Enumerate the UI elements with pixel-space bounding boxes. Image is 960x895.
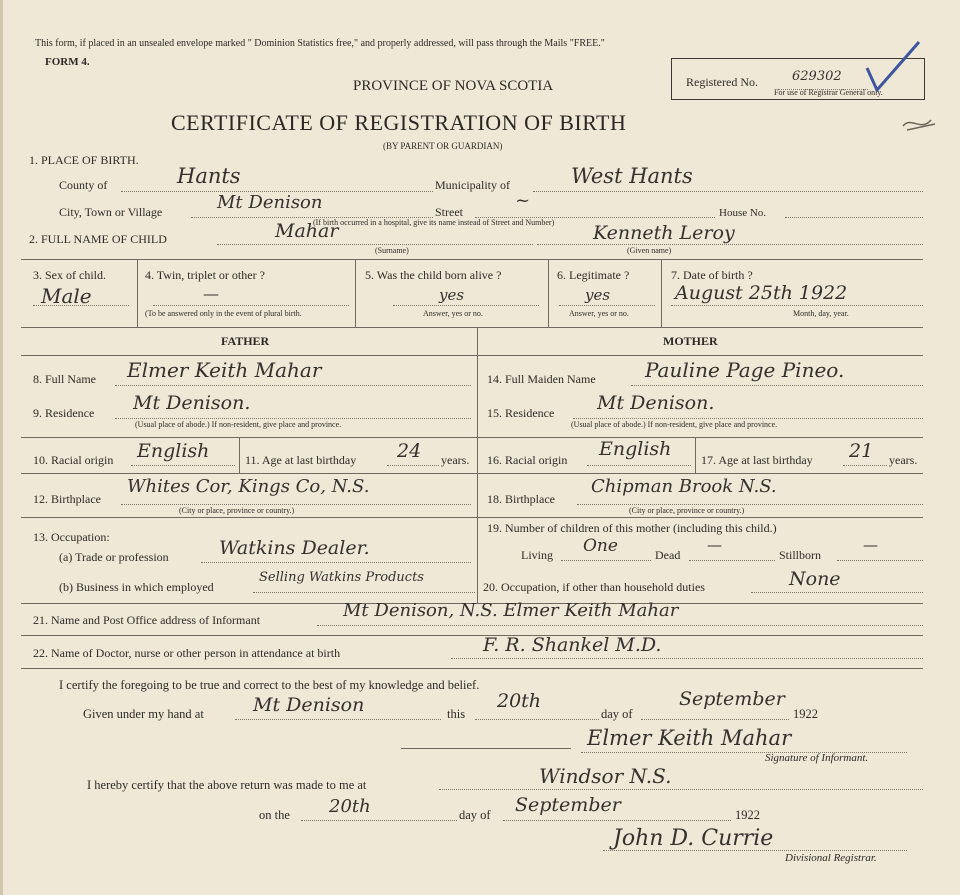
father-residence-note: (Usual place of abode.) If non-resident, give place and province. [135,420,342,429]
dead-line [689,560,775,561]
mother-age-divider [695,437,696,473]
return-place-value: Windsor N.S. [539,764,672,788]
mother-age-value: 21 [849,440,874,462]
rule-above-row-3 [21,259,923,260]
mother-heading: MOTHER [663,334,718,348]
mother-racial-label: 16. Racial origin [487,453,568,467]
legitimate-value: yes [585,286,611,304]
mother-racial-line [587,465,691,466]
father-birthplace-label: 12. Birthplace [33,492,101,506]
surname-caption: (Surname) [375,246,409,255]
dead-label: Dead [655,548,681,562]
registered-no-value: 629302 [792,69,842,84]
divider-4-5 [355,259,356,327]
rule-father-residence [21,437,477,438]
informant-line [317,625,923,626]
certify-statement: I certify the foregoing to be true and correct to the best of my knowledge and belief. [59,678,480,692]
trade-line [201,562,471,563]
return-day-line [301,820,457,821]
child-given-value: Kenneth Leroy [593,222,735,244]
informant-value: Mt Denison, N.S. Elmer Keith Mahar [343,600,679,621]
informant-label: 21. Name and Post Office address of Informant [33,613,261,627]
county-value: Hants [177,164,241,188]
father-name-value: Elmer Keith Mahar [127,358,322,382]
child-surname-line [217,244,533,245]
dob-label: 7. Date of birth ? [671,268,753,282]
informant-signature: Elmer Keith Mahar [587,726,792,750]
municipality-line [533,191,923,192]
registrar-caption: Divisional Registrar. [785,852,877,864]
twin-note: (To be answered only in the event of plural birth. [145,309,302,318]
living-label: Living [521,548,553,562]
hospital-note: (If birth occurred in a hospital, give its name instead of Street and Number) [313,218,555,227]
given-caption: (Given name) [627,246,672,255]
father-racial-label: 10. Racial origin [33,453,114,467]
father-birthplace-value: Whites Cor, Kings Co, N.S. [127,476,370,497]
given-label: Given under my hand at [83,707,204,721]
father-name-line [115,385,471,386]
rule-above-22 [21,635,923,636]
legitimate-note: Answer, yes or no. [569,309,629,318]
father-age-value: 24 [397,440,422,462]
given-month-value: September [679,688,785,710]
mother-occupation-line [751,592,923,593]
twin-line [153,305,349,306]
father-racial-value: English [137,440,210,462]
registered-no-label: Registered No. [686,75,758,89]
child-surname-value: Mahar [275,220,339,242]
mother-racial-value: English [599,438,672,460]
occupation-label: 13. Occupation: [33,530,110,544]
child-name-label: 2. FULL NAME OF CHILD [29,232,167,246]
mother-name-value: Pauline Page Pineo. [645,358,845,382]
dob-line [671,305,923,306]
business-label: (b) Business in which employed [59,580,214,594]
return-year-value: 1922 [735,808,760,822]
father-age-divider [239,437,240,473]
this-label: this [447,707,466,721]
sex-label: 3. Sex of child. [33,268,106,282]
trade-label: (a) Trade or profession [59,550,169,564]
municipality-label: Municipality of [435,178,510,192]
father-heading: FATHER [221,334,270,348]
father-years-label: years. [441,453,470,467]
sex-value: Male [41,284,92,308]
registrar-use-note: For use of Registrar General only. [774,88,883,97]
stamp-mark-icon [901,112,941,136]
parents-divider [477,327,478,603]
rule-below-22 [21,668,923,669]
father-racial-line [131,465,235,466]
rule-mother-residence [477,437,923,438]
dead-value: — [707,536,722,554]
province-heading: PROVINCE OF NOVA SCOTIA [353,78,554,94]
mother-birthplace-note: (City or place, province or country.) [629,506,745,515]
father-age-line [387,465,439,466]
city-label: City, Town or Village [59,205,163,219]
alive-label: 5. Was the child born alive ? [365,268,502,282]
city-value: Mt Denison [217,192,323,213]
registrar-signature-line [603,850,907,851]
legitimate-line [559,305,655,306]
return-day-of-label: day of [459,808,491,822]
rule-below-headings [21,355,923,356]
living-value: One [583,536,618,556]
mother-occupation-value: None [789,568,841,590]
father-residence-value: Mt Denison. [133,392,251,414]
given-place-value: Mt Denison [253,694,365,716]
mother-occupation-label: 20. Occupation, if other than household duties [483,580,705,594]
rule-birthplace [21,517,923,518]
stillborn-value: — [863,536,878,554]
divider-3-4 [137,259,138,327]
dob-value: August 25th 1922 [675,282,848,304]
stillborn-label: Stillborn [779,548,822,562]
twin-value: — [203,284,219,303]
return-month-line [503,820,731,821]
mother-name-label: 14. Full Maiden Name [487,372,596,386]
mother-residence-value: Mt Denison. [597,392,715,414]
rule-racial [21,473,923,474]
mother-birthplace-label: 18. Birthplace [487,492,555,506]
blank-signature-line [401,748,571,749]
dob-note: Month, day, year. [793,309,849,318]
alive-note: Answer, yes or no. [423,309,483,318]
street-value: ~ [515,190,531,211]
father-residence-line [115,418,471,419]
return-day-value: 20th [329,796,371,817]
doctor-label: 22. Name of Doctor, nurse or other person in attendance at birth [33,646,341,660]
sex-line [33,305,129,306]
certificate-title: CERTIFICATE OF REGISTRATION OF BIRTH [171,110,627,135]
father-birthplace-note: (City or place, province or country.) [179,506,295,515]
father-name-label: 8. Full Name [33,372,96,386]
given-month-line [641,719,789,720]
father-age-label: 11. Age at last birthday [245,453,357,467]
mother-years-label: years. [889,453,918,467]
given-day-of-label: day of [601,707,633,721]
mother-residence-line [573,418,923,419]
street-label: Street [435,205,463,219]
house-label: House No. [719,207,767,219]
place-of-birth-label: 1. PLACE OF BIRTH. [29,153,139,167]
twin-label: 4. Twin, triplet or other ? [145,268,265,282]
mother-residence-label: 15. Residence [487,406,555,420]
given-day-line [475,719,599,720]
return-month-value: September [515,794,621,816]
trade-value: Watkins Dealer. [219,537,370,559]
certificate-subtitle: (BY PARENT OR GUARDIAN) [383,141,503,151]
divider-6-7 [661,259,662,327]
check-mark-icon [863,38,923,98]
given-place-line [235,719,441,720]
living-line [561,560,651,561]
mother-birthplace-value: Chipman Brook N.S. [591,476,777,497]
house-line [785,217,923,218]
alive-line [393,305,539,306]
county-label: County of [59,178,108,192]
doctor-value: F. R. Shankel M.D. [483,634,662,656]
alive-value: yes [439,286,465,304]
registrar-signature: John D. Currie [613,826,774,851]
municipality-value: West Hants [571,164,693,188]
mother-age-label: 17. Age at last birthday [701,453,813,467]
children-count-label: 19. Number of children of this mother (including this child.) [487,521,777,535]
return-label: I hereby certify that the above return was made to me at [87,778,367,792]
legitimate-label: 6. Legitimate ? [557,268,630,282]
rule-above-parents [21,327,923,328]
father-residence-label: 9. Residence [33,406,95,420]
doctor-line [451,658,923,659]
divider-5-6 [548,259,549,327]
mother-birthplace-line [577,504,923,505]
return-place-line [439,789,923,790]
mother-age-line [843,465,887,466]
given-day-value: 20th [497,690,542,712]
business-value: Selling Watkins Products [259,570,424,585]
father-birthplace-line [121,504,471,505]
form-number: FORM 4. [45,56,90,68]
on-the-label: on the [259,808,290,822]
business-line [253,592,475,593]
mother-name-line [631,385,923,386]
signature-caption: Signature of Informant. [765,752,869,764]
given-year-value: 1922 [793,707,818,721]
mother-residence-note: (Usual place of abode.) If non-resident, give place and province. [571,420,778,429]
stillborn-line [837,560,923,561]
mail-notice: This form, if placed in an unsealed envelope marked " Dominion Statistics free," and properly addressed, will pass through the Mails "FREE." [35,38,605,49]
child-given-line [537,244,923,245]
